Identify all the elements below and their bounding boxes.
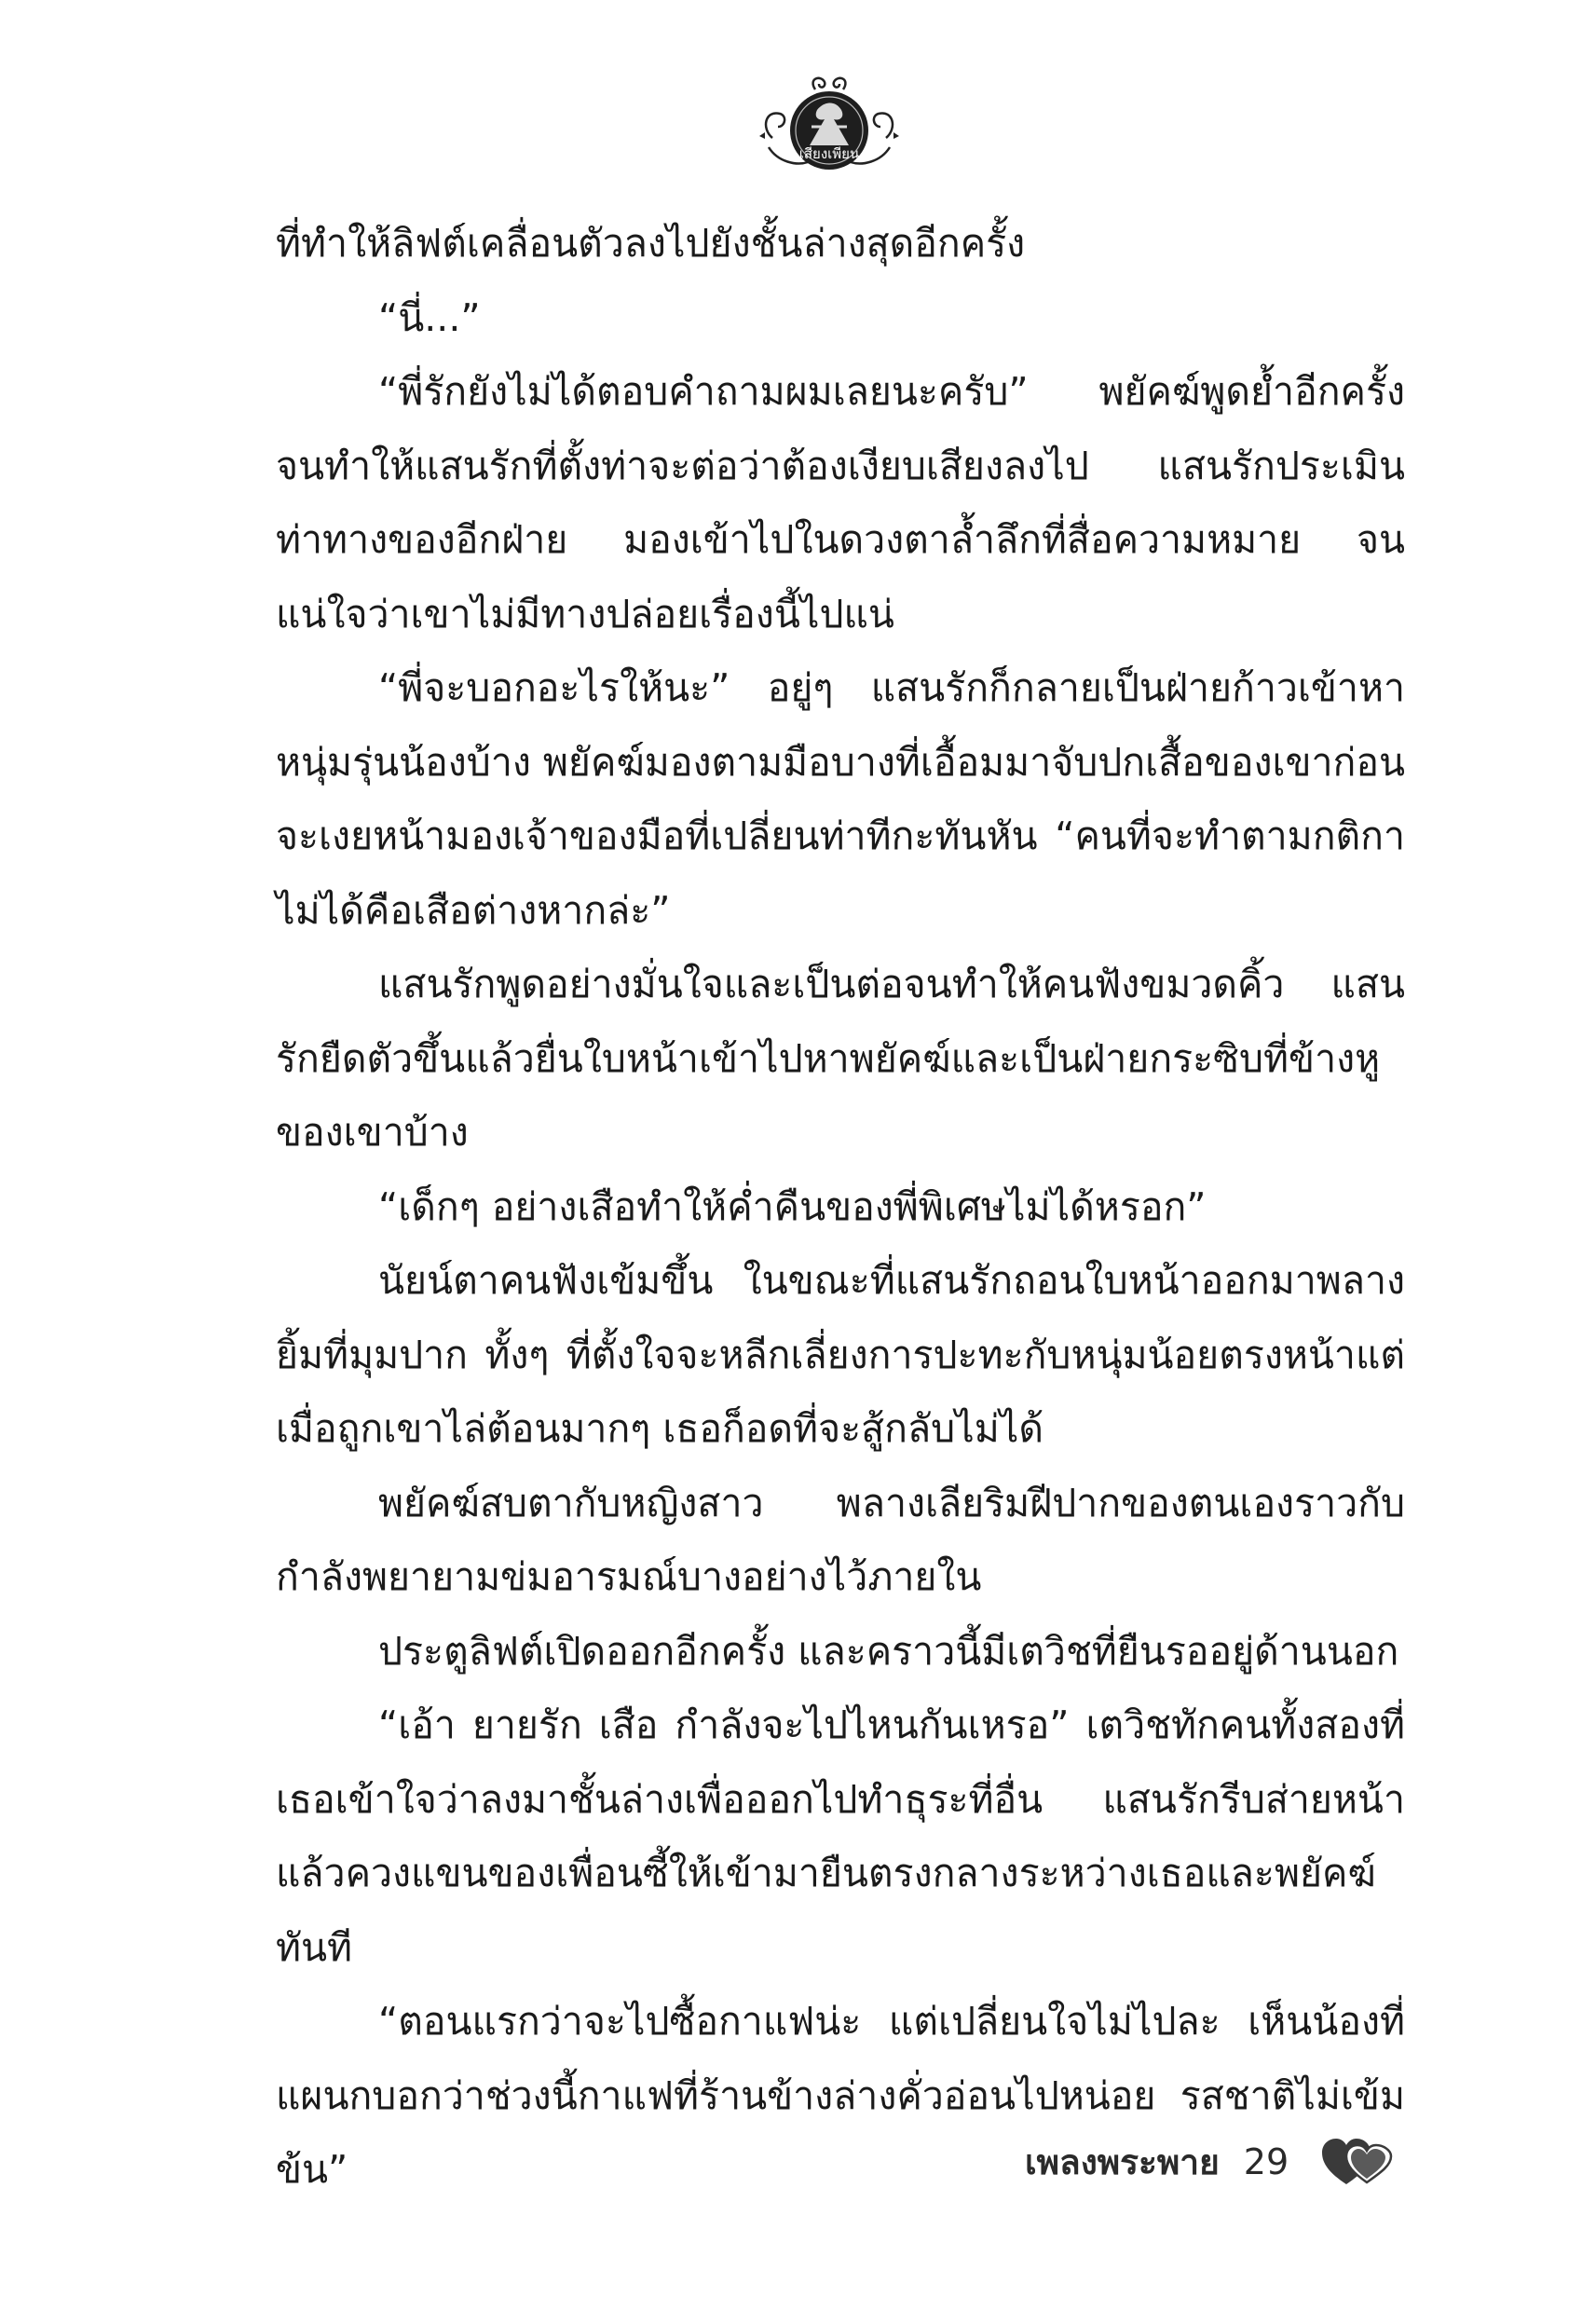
paragraph: ประตูลิฟต์เปิดออกอีกครั้ง และคราวนี้มีเตวิชที่ยืนรออยู่ด้านนอก xyxy=(378,1628,1399,1674)
book-title: เพลงพระพาย xyxy=(1025,2141,1220,2182)
paragraph: “เด็กๆ อย่างเสือทำให้ค่ำคืนของพี่พิเศษไม่ได้หรอก” xyxy=(378,1183,1207,1229)
paragraph: ที่ทำให้ลิฟต์เคลื่อนตัวลงไปยังชั้นล่างสุดอีกครั้ง xyxy=(276,221,1026,266)
ornamental-emblem-icon xyxy=(759,73,899,185)
paragraph: นัยน์ตาคนฟังเข้มขึ้น ในขณะที่แสนรักถอนใบหน้าออกมาพลางยิ้มที่มุมปาก ทั้งๆ ที่ตั้งใจจะหลีกเลี่ยงการปะทะกับหนุ่มน้อยตรงหน้าแต่เมื่อถูกเขาไล่ต้อนมากๆ เธอก็อดที่จะสู้กลับไม่ได้ xyxy=(276,1258,1405,1451)
page-number: 29 xyxy=(1243,2141,1289,2182)
paragraph: “พี่รักยังไม่ได้ตอบคำถามผมเลยนะครับ” พยัคฆ์พูดย้ำอีกครั้ง จนทำให้แสนรักที่ตั้งท่าจะต่อว่าต้องเงียบเสียงลงไป แสนรักประเมินท่าทางของอีกฝ่าย มองเข้าไปในดวงตาล้ำลึกที่สื่อความหมาย จนแน่ใจว่าเขาไม่มีทางปล่อยเรื่องนี้ไปแน่ xyxy=(276,369,1405,636)
paragraph: พยัคฆ์สบตากับหญิงสาว พลางเลียริมฝีปากของตนเองราวกับกำลังพยายามข่มอารมณ์บางอย่างไว้ภายใน xyxy=(276,1480,1405,1599)
header-logo xyxy=(759,73,899,185)
body-text xyxy=(276,207,1405,2208)
paragraph: “นี่...” xyxy=(378,294,481,340)
page-footer xyxy=(1025,2134,1393,2190)
paragraph: “พี่จะบอกอะไรให้นะ” อยู่ๆ แสนรักก็กลายเป็นฝ่ายก้าวเข้าหาหนุ่มรุ่นน้องบ้าง พยัคฆ์มองตามมือบางที่เอื้อมมาจับปกเสื้อของเขาก่อนจะเงยหน้ามองเจ้าของมือที่เปลี่ยนท่าทีกะทันหัน “คนที่จะทำตามกติกาไม่ได้คือเสือต่างหากล่ะ” xyxy=(276,665,1406,933)
paragraph: “ตอนแรกว่าจะไปซื้อกาแฟน่ะ แต่เปลี่ยนใจไม่ไปละ เห็นน้องที่แผนกบอกว่าช่วงนี้กาแฟที่ร้านข้างล่างคั่วอ่อนไปหน่อย รสชาติไม่เข้มข้น” xyxy=(276,1999,1405,2192)
paragraph: แสนรักพูดอย่างมั่นใจและเป็นต่อจนทำให้คนฟังขมวดคิ้ว แสนรักยืดตัวขึ้นแล้วยื่นใบหน้าเข้าไปหาพยัคฆ์และเป็นฝ่ายกระซิบที่ข้างหูของเขาบ้าง xyxy=(276,962,1405,1155)
double-heart-icon xyxy=(1320,2136,1393,2188)
paragraph: “เอ้า ยายรัก เสือ กำลังจะไปไหนกันเหรอ” เตวิชทักคนทั้งสองที่เธอเข้าใจว่าลงมาชั้นล่างเพื่อออกไปทำธุระที่อื่น แสนรักรีบส่ายหน้าแล้วควงแขนของเพื่อนซี้ให้เข้ามายืนตรงกลางระหว่างเธอและพยัคฆ์ทันที xyxy=(276,1702,1405,1970)
logo-text: เสียงเพียน xyxy=(798,145,860,162)
